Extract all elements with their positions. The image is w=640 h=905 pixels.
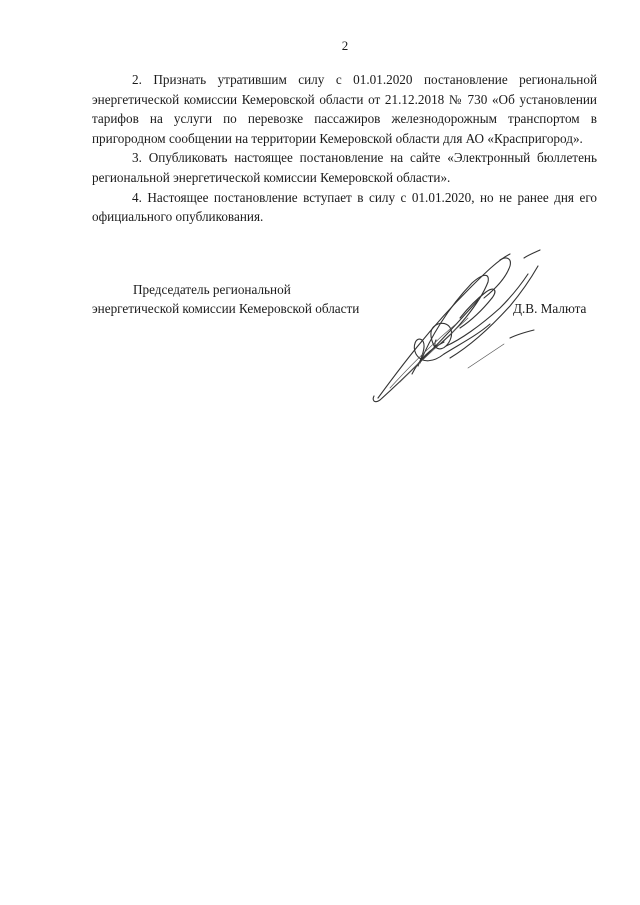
signatory-title-line-2: энергетической комиссии Кемеровской области (92, 301, 360, 316)
signatory-name: Д.В. Малюта (513, 301, 587, 316)
paragraph-2: 2. Признать утратившим силу с 01.01.2020 постановление региональной энергетической комиссии Кемеровской области от 21.12.2018 № 730 «Об установлении тарифов на услуги по перевозке пассажиров железнодорожным транспортом в пригородном сообщении на территории Кемеровской области для АО «Краспригород». (92, 72, 597, 146)
page-number: 2 (341, 38, 349, 53)
signatory-title-line-1: Председатель региональной (133, 282, 291, 297)
paragraph-4: 4. Настоящее постановление вступает в силу с 01.01.2020, но не ранее дня его официального опубликования. (92, 189, 597, 225)
handwritten-signature (360, 248, 550, 418)
paragraph-3: 3. Опубликовать настоящее постановление на сайте «Электронный бюллетень региональной энергетической комиссии Кемеровской области». (92, 150, 597, 185)
